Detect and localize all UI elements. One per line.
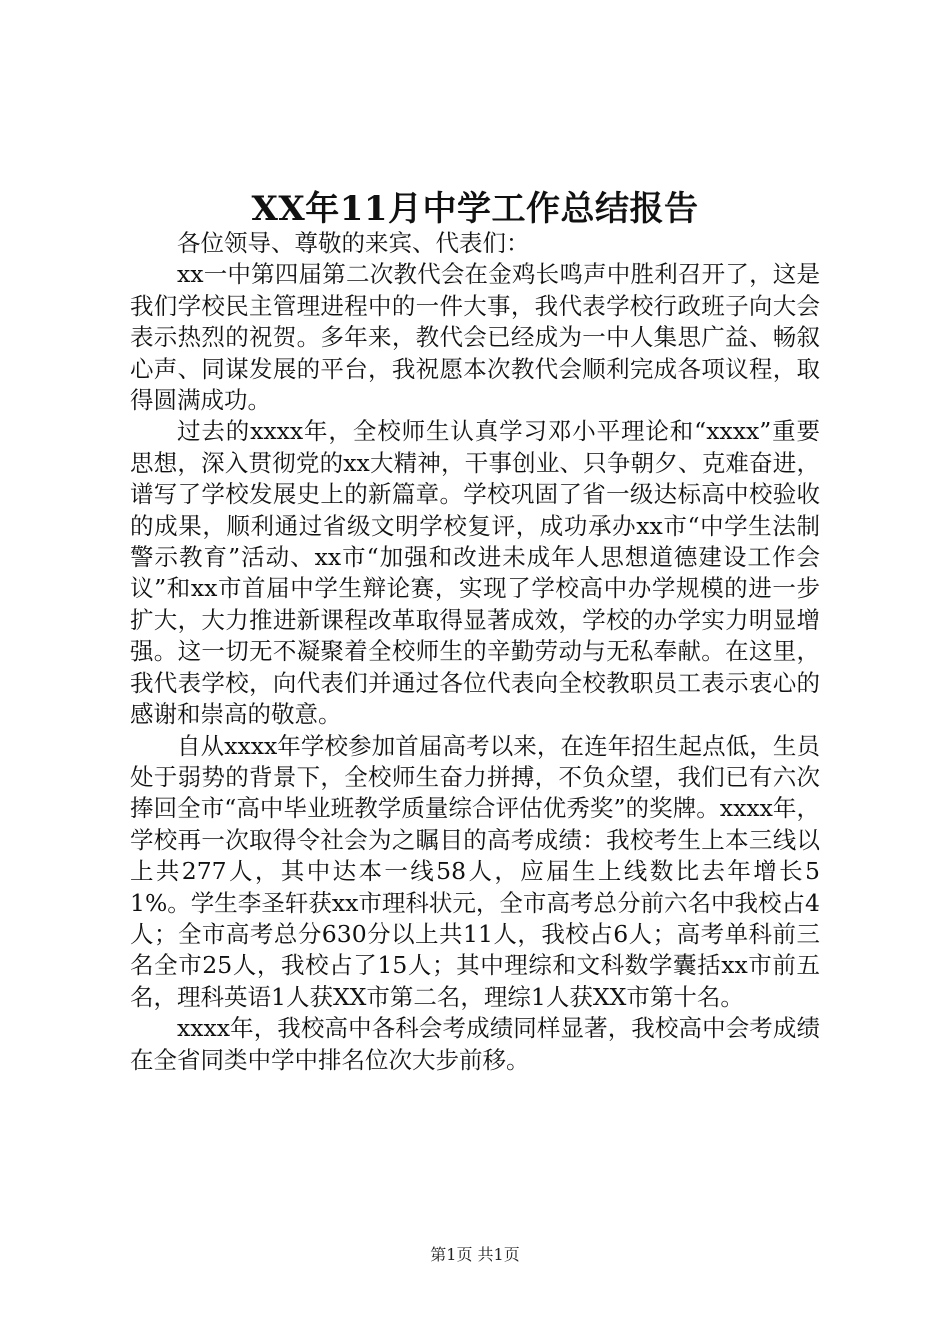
document-body	[130, 228, 820, 1076]
salutation-paragraph: 各位领导、尊敬的来宾、代表们：	[177, 229, 530, 257]
body-paragraph: xxxx年，我校高中各科会考成绩同样显著，我校高中会考成绩在全省同类中学中排名位次大步前移。	[130, 1014, 820, 1074]
body-paragraph: 自从xxxx年学校参加首届高考以来，在连年招生起点低，生员处于弱势的背景下，全校师生奋力拼搏，不负众望，我们已有六次捧回全市“高中毕业班教学质量综合评估优秀奖”的奖牌。xxxx年，学校再一次取得令社会为之瞩目的高考成绩：我校考生上本三线以上共277人，其中达本一线58人，应届生上线数比去年增长51%。学生李圣轩获xx市理科状元，全市高考总分前六名中我校占4人；全市高考总分630分以上共11人，我校占6人；高考单科前三名全市25人，我校占了15人；其中理综和文科数学囊括xx市前五名，理科英语1人获XX市第二名，理综1人获XX市第十名。	[130, 731, 820, 1011]
body-paragraph: xx一中第四届第二次教代会在金鸡长鸣声中胜利召开了，这是我们学校民主管理进程中的一件大事，我代表学校行政班子向大会表示热烈的祝贺。多年来，教代会已经成为一中人集思广益、畅叙心声、同谋发展的平台，我祝愿本次教代会顺利完成各项议程，取得圆满成功。	[130, 260, 820, 415]
document-title: XX年11月中学工作总结报告	[251, 189, 699, 229]
page-number-footer: 第1页 共1页	[430, 1245, 520, 1264]
body-paragraph: 过去的xxxx年，全校师生认真学习邓小平理论和“xxxx”重要思想，深入贯彻党的xx大精神，干事创业、只争朝夕、克难奋进，谱写了学校发展史上的新篇章。学校巩固了省一级达标高中校验收的成果，顺利通过省级文明学校复评，成功承办xx市“中学生法制警示教育”活动、xx市“加强和改进未成年人思想道德建设工作会议”和xx市首届中学生辩论赛，实现了学校高中办学规模的进一步扩大，大力推进新课程改革取得显著成效，学校的办学实力明显增强。这一切无不凝聚着全校师生的辛勤劳动与无私奉献。在这里，我代表学校，向代表们并通过各位代表向全校教职员工表示衷心的感谢和崇高的敬意。	[130, 417, 820, 729]
